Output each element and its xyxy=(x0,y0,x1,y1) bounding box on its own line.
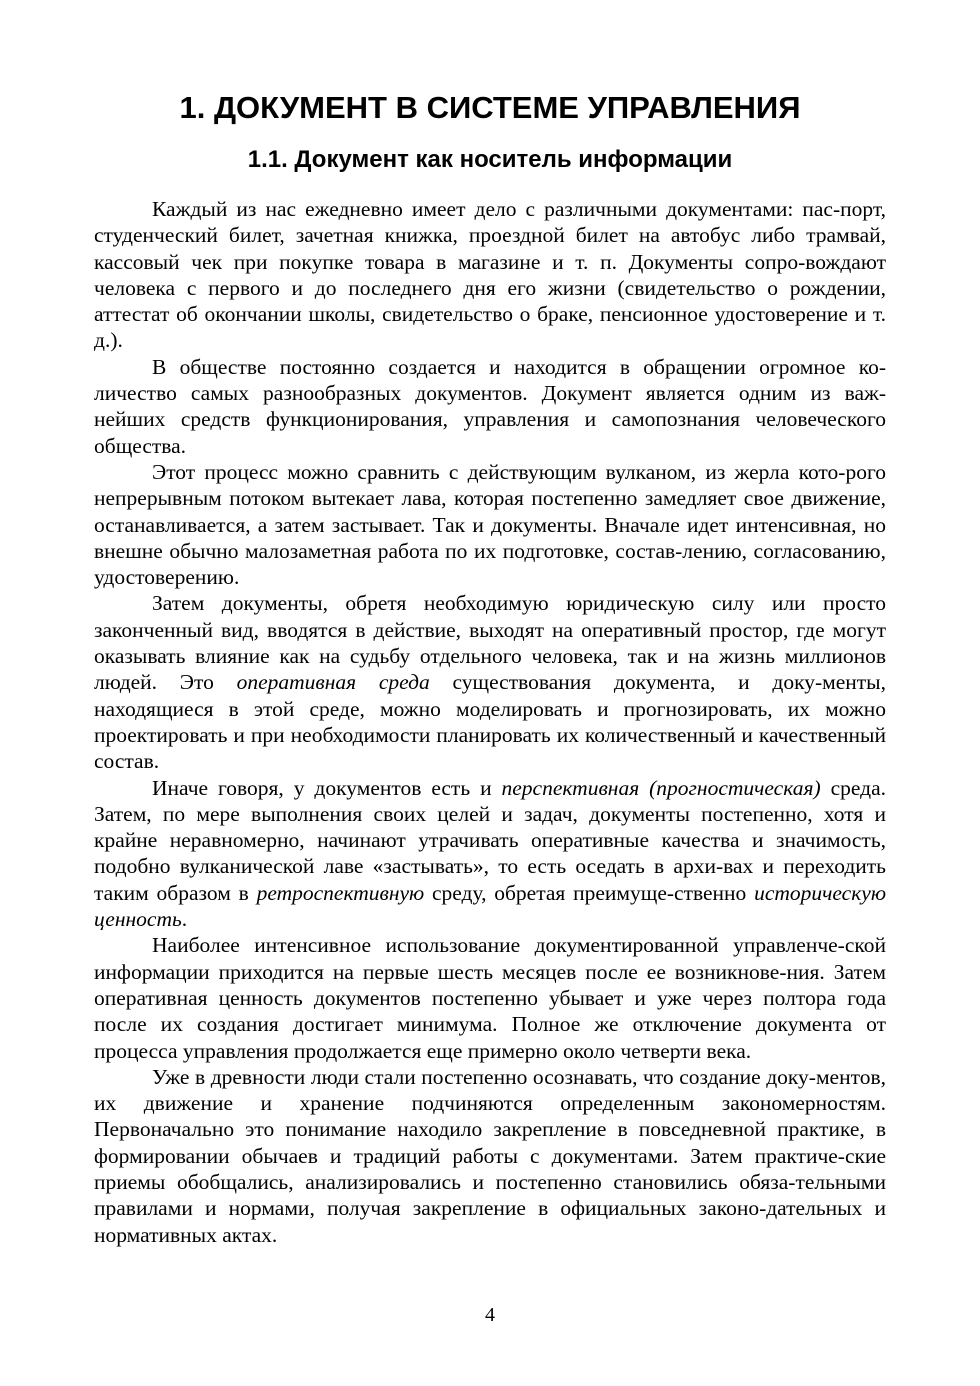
page-number: 4 xyxy=(485,1304,495,1326)
italic-term: перспективная (прогностическая) xyxy=(501,775,821,800)
paragraph: Каждый из нас ежедневно имеет дело с различными документами: пас-порт, студенческий билет, зачетная книжка, проездной билет на автобус либо трамвай, кассовый чек при покупке товара в магазине и т. п. Документы сопро-вождают человека с первого и до последнего дня его жизни (свидетельство о рождении, аттестат об окончании школы, свидетельство о браке, пенсионное удостоверение и т. д.). xyxy=(94,197,886,353)
italic-term: ретроспективную xyxy=(256,880,425,905)
text-run: Иначе говоря, у документов есть и xyxy=(152,775,502,800)
text-run: существования документа, и доку-менты, находящиеся в этой среде, можно моделировать и прогнозировать, их можно проектировать и при необходимости планировать их количественный и качественный состав. xyxy=(94,670,886,774)
italic-term: оперативная среда xyxy=(236,670,430,695)
section-title: 1.1. Документ как носитель информации xyxy=(247,146,733,173)
paragraph xyxy=(94,590,886,774)
text-run: среда. Затем, по мере выполнения своих целей и задач, документы постепенно, хотя и крайне неравномерно, начинают утрачивать оперативные качества и значимость, подобно вулканической лаве «застывать», то есть оседать в архи-вах и переходить таким образом в xyxy=(94,775,886,905)
text-run: Затем документы, обретя необходимую юридическую силу или просто законченный вид, вводятся в действие, выходят на оперативный простор, где могут оказывать влияние как на судьбу отдельного человека, так и на жизнь миллионов людей. Это xyxy=(94,591,886,695)
paragraph: Этот процесс можно сравнить с действующим вулканом, из жерла кото-рого непрерывным потоком вытекает лава, которая постепенно замедляет свое движение, останавливается, а затем застывает. Так и документы. Вначале идет интенсивная, но внешне обычно малозаметная работа по их подготовке, состав-лению, согласованию, удостоверению. xyxy=(94,459,886,590)
italic-term: историческую ценность xyxy=(94,880,886,932)
paragraph xyxy=(94,775,886,933)
body-text xyxy=(94,196,886,1248)
paragraph: Уже в древности люди стали постепенно осознавать, что создание доку-ментов, их движение и хранение подчиняются определенным закономерностям. Первоначально это понимание находило закрепление в повседневной практике, в формировании обычаев и традиций работы с документами. Затем практиче-ские приемы обобщались, анализировались и постепенно становились обяза-тельными правилами и нормами, получая закрепление в официальных законо-дательных и нормативных актах. xyxy=(94,1064,886,1247)
chapter-title: 1. ДОКУМЕНТ В СИСТЕМЕ УПРАВЛЕНИЯ xyxy=(179,90,801,125)
paragraph: В обществе постоянно создается и находится в обращении огромное ко-личество самых разнообразных документов. Документ является одним из важ-нейших средств функционирования, управления и самопознания человеческого общества. xyxy=(94,354,886,458)
text-run: . xyxy=(181,907,188,932)
paragraph: Наиболее интенсивное использование документированной управленче-ской информации приходится на первые шесть месяцев после ее возникнове-ния. Затем оперативная ценность документов постепенно убывает и уже через полтора года после их создания достигает минимума. Полное же отключение документа от процесса управления продолжается еще примерно около четверти века. xyxy=(94,933,886,1063)
text-run: среду, обретая преимуще-ственно xyxy=(424,880,755,905)
